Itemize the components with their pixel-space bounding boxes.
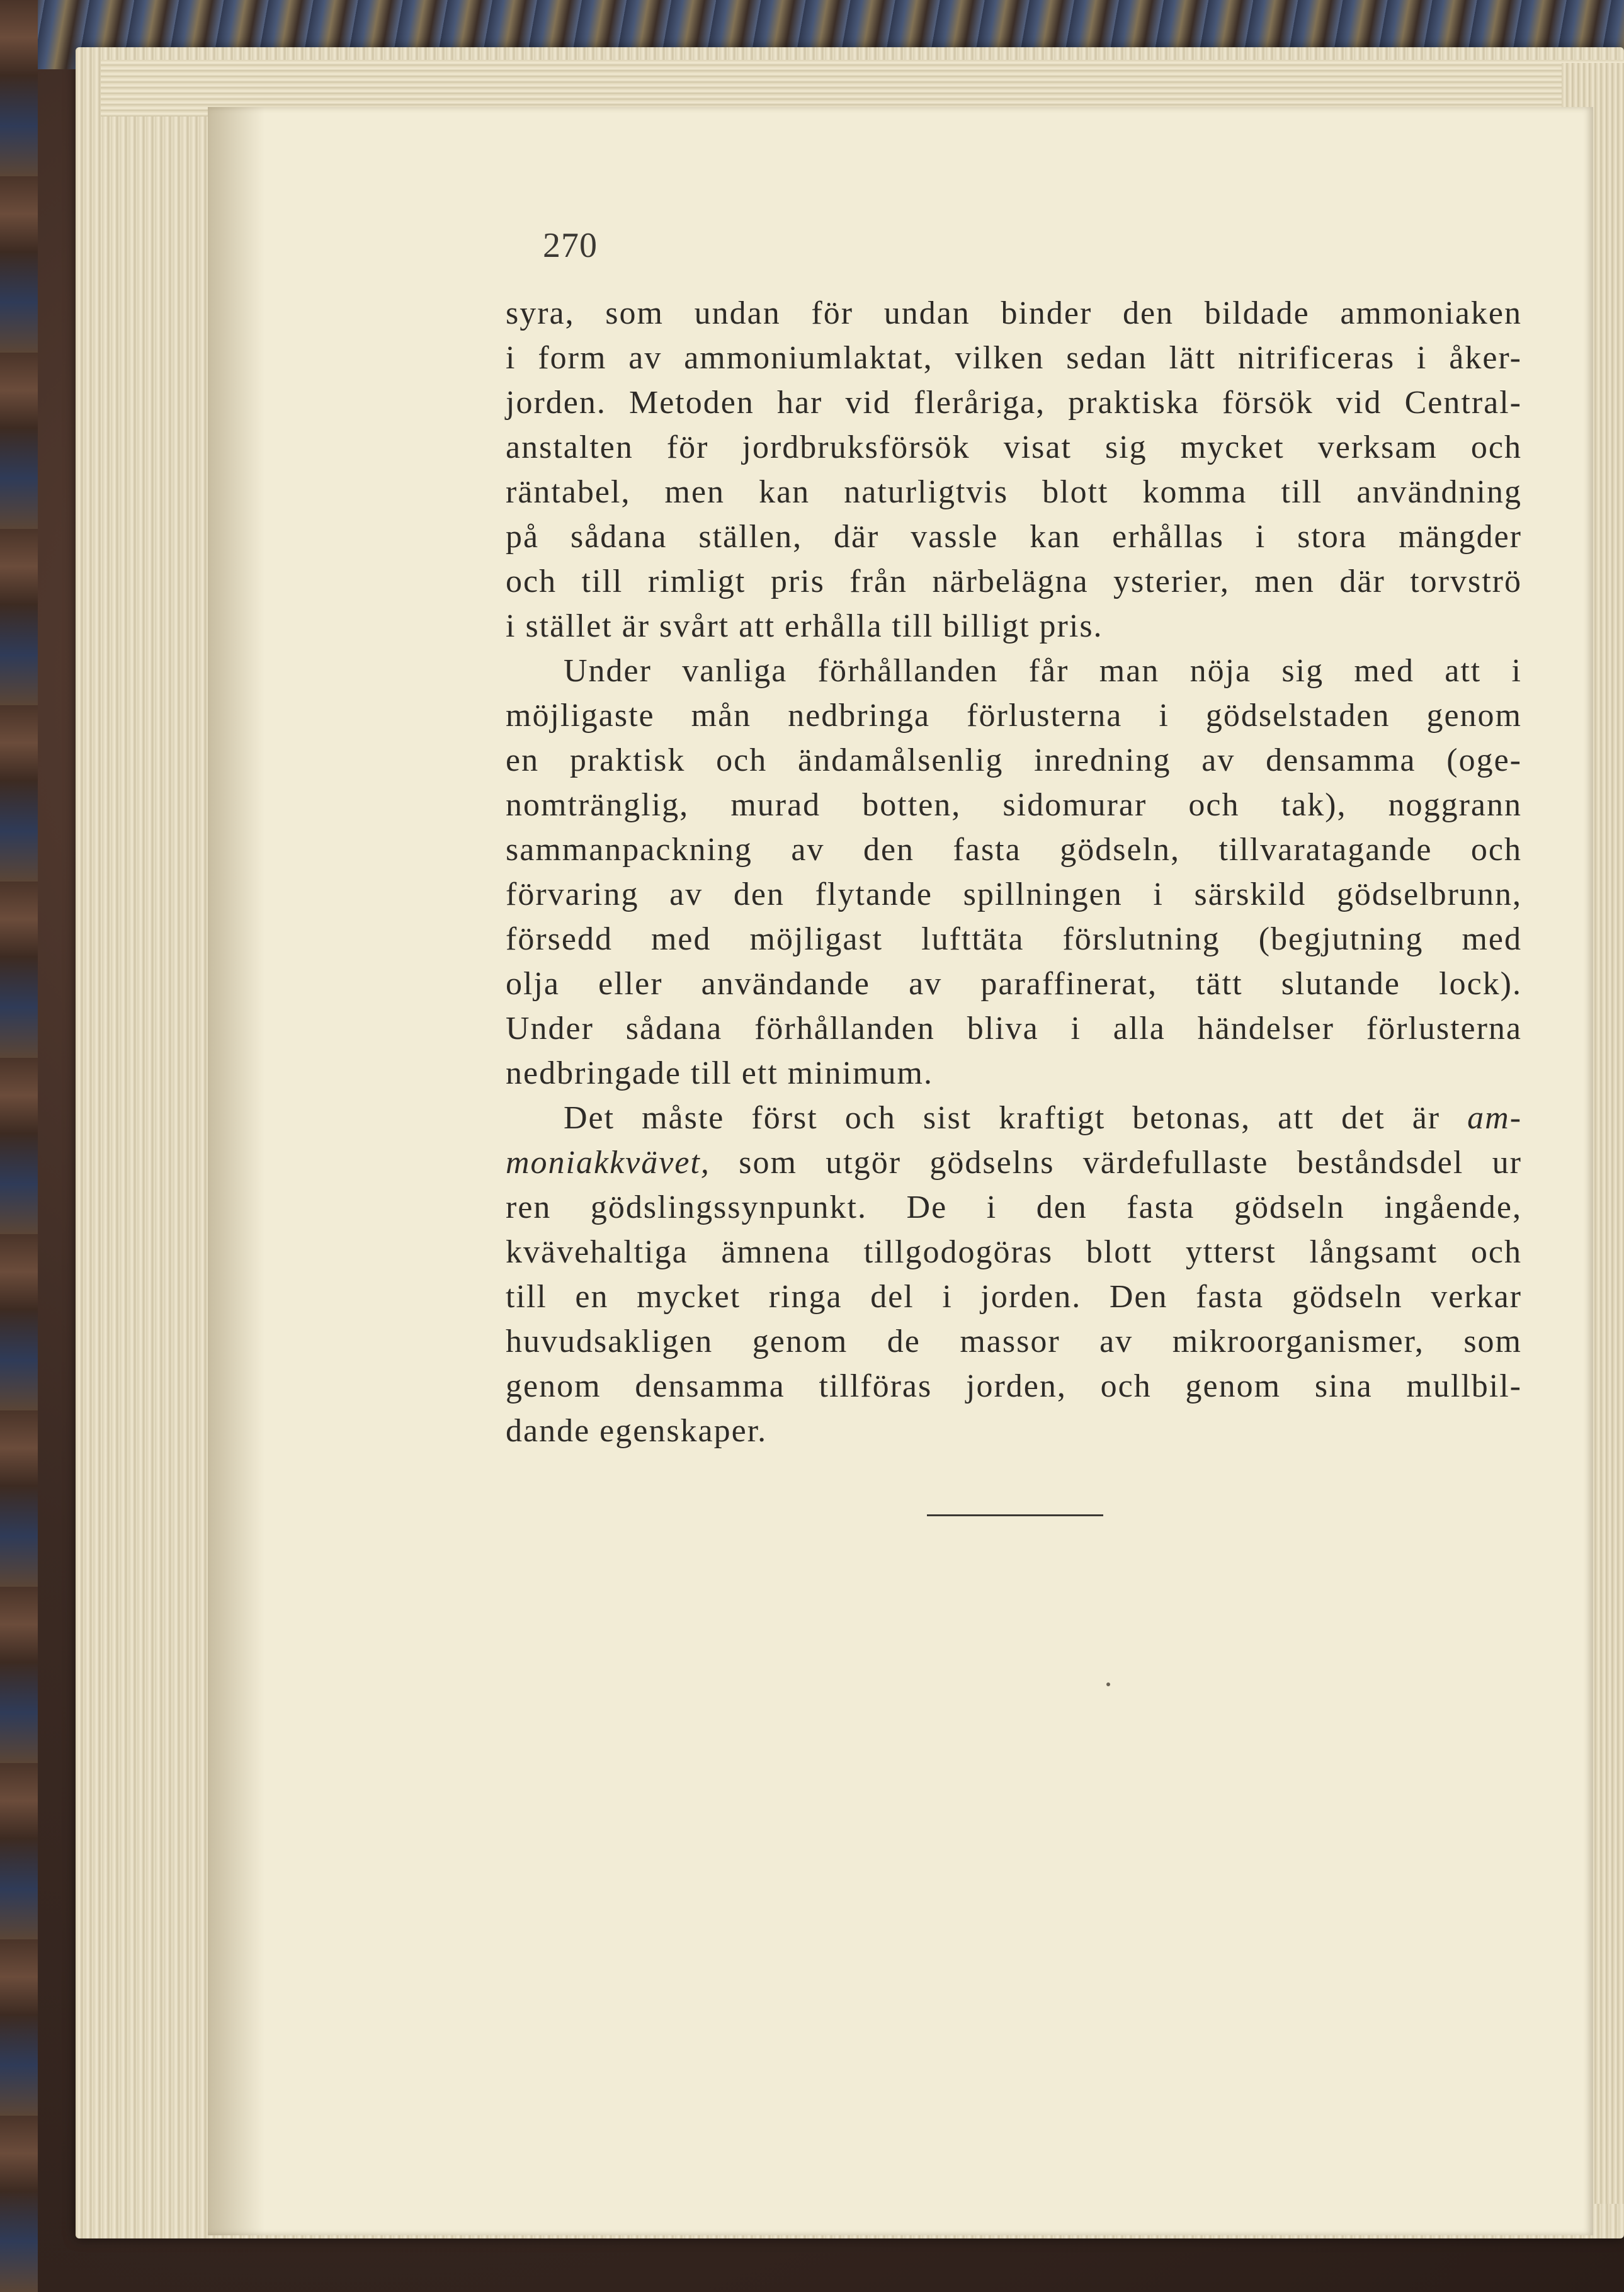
italic-term: moniakkvävet, (506, 1145, 710, 1181)
text-line: och till rimligt pris från närbelägna ysterier, men där torvströ (506, 564, 1522, 599)
text-segment: Det måste först och sist kraftigt betonas, att det är (564, 1100, 1441, 1136)
text-line: möjligaste mån nedbringa förlusterna i gödselstaden genom (506, 698, 1522, 734)
text-line: olja eller användande av paraffinerat, tätt slutande lock). (506, 966, 1522, 1002)
text-line: på sådana ställen, där vassle kan erhållas i stora mängder (506, 519, 1522, 555)
text-line: ren gödslingssynpunkt. De i den fasta gödseln ingående, (506, 1189, 1522, 1225)
paper-speck (1106, 1682, 1110, 1686)
paragraph-3 (506, 1096, 1522, 1453)
text-line: huvudsakligen genom de massor av mikroorganismer, som (506, 1324, 1522, 1359)
text-line: en praktisk och ändamålsenlig inredning av densamma (oge- (506, 742, 1522, 778)
text-line: genom densamma tillföras jorden, och genom sina mullbil- (506, 1368, 1522, 1404)
page-number: 270 (543, 226, 598, 265)
text-line: i stället är svårt att erhålla till billigt pris. (506, 608, 1103, 644)
text-line: förvaring av den flytande spillningen i särskild gödselbrunn, (506, 877, 1522, 912)
text-line: nedbringade till ett minimum. (506, 1055, 934, 1091)
text-segment: som utgör gödselns värdefullaste beståndsdel ur (739, 1145, 1522, 1181)
text-line (506, 1096, 1522, 1140)
body-text (506, 291, 1522, 1453)
page-gutter-shadow (208, 107, 264, 2235)
text-line: nomtränglig, murad botten, sidomurar och tak), noggrann (506, 787, 1522, 823)
text-line: Under vanliga förhållanden får man nöja sig med att i (564, 653, 1522, 689)
text-line: i form av ammoniumlaktat, vilken sedan lätt nitrificeras i åker- (506, 340, 1522, 376)
text-line: anstalten för jordbruksförsök visat sig mycket verksam och (506, 429, 1522, 465)
text-line: sammanpackning av den fasta gödseln, tillvaratagande och (506, 832, 1522, 868)
section-end-rule (927, 1514, 1103, 1516)
italic-term: am- (1467, 1100, 1523, 1136)
text-line: till en mycket ringa del i jorden. Den fasta gödseln verkar (506, 1279, 1522, 1315)
text-line (506, 1140, 1522, 1185)
text-line: kvävehaltiga ämnena tillgodogöras blott ytterst långsamt och (506, 1234, 1522, 1270)
text-line: Under sådana förhållanden bliva i alla händelser förlusterna (506, 1011, 1522, 1047)
paragraph-1 (506, 291, 1522, 649)
text-line: försedd med möjligast lufttäta förslutning (begjutning med (506, 921, 1522, 957)
text-line: räntabel, men kan naturligtvis blott komma till användning (506, 474, 1522, 510)
book-spine (0, 0, 38, 2292)
text-line: jorden. Metoden har vid fleråriga, praktiska försök vid Central- (506, 385, 1522, 421)
text-line: dande egenskaper. (506, 1413, 768, 1449)
paragraph-2 (506, 649, 1522, 1096)
text-line: syra, som undan för undan binder den bildade ammoniaken (506, 295, 1522, 331)
